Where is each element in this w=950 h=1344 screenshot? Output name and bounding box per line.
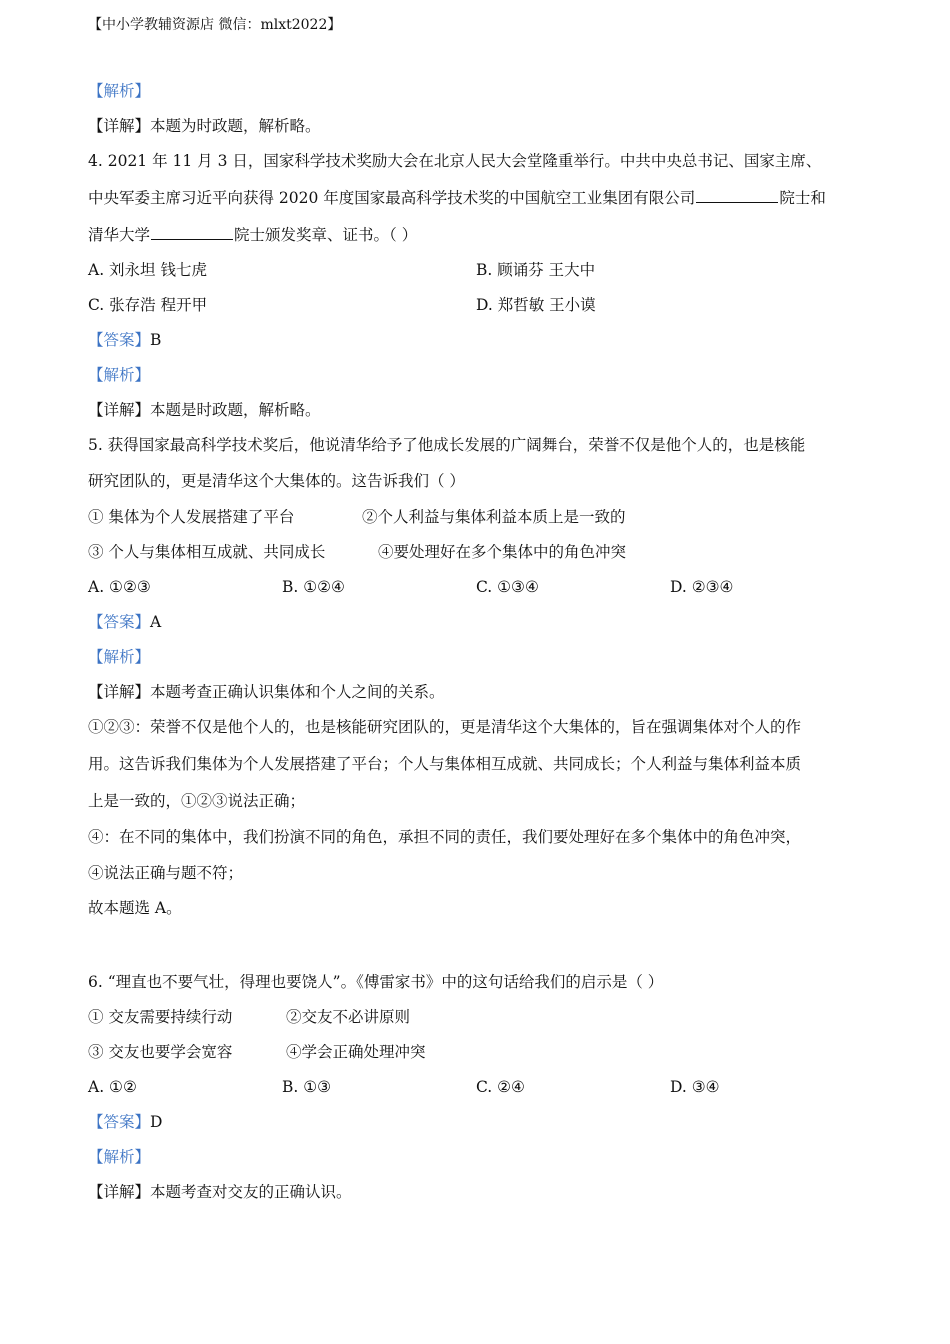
answer-tag: 【答案】 — [88, 331, 151, 349]
detail-tag: 【详解】 — [88, 117, 151, 135]
q4-stem-line3 — [88, 224, 417, 246]
q5-statement-4: ④要处理好在多个集体中的角色冲突 — [378, 543, 627, 561]
q5-detail-text: 本题考查正确认识集体和个人之间的关系。 — [150, 683, 445, 701]
q6-option-c: C. ②④ — [476, 1078, 525, 1096]
analysis-tag: 【解析】 — [88, 648, 151, 666]
q4-detail-text: 本题是时政题，解析略。 — [150, 401, 321, 419]
detail-tag: 【详解】 — [88, 683, 151, 701]
q6-option-b: B. ①③ — [282, 1078, 332, 1096]
q6-option-d: D. ③④ — [670, 1078, 720, 1096]
q4-option-d: D. 郑哲敏 王小谟 — [476, 296, 596, 314]
q6-detail-text: 本题考查对交友的正确认识。 — [150, 1183, 352, 1201]
q5-explanation-line3: 上是一致的，①②③说法正确； — [88, 792, 306, 810]
q5-option-a: A. ①②③ — [88, 578, 151, 596]
q3-detail-text: 本题为时政题，解析略。 — [150, 117, 321, 135]
q4-answer-value: B — [150, 331, 162, 349]
q5-detail — [88, 681, 445, 703]
q4-stem-line1: 4. 2021 年 11 月 3 日，国家科学技术奖励大会在北京人民大会堂隆重举行。中共中央总书记、国家主席、 — [88, 152, 822, 170]
q6-statement-3: ③ 交友也要学会宽容 — [88, 1043, 233, 1061]
q5-answer — [88, 611, 161, 633]
q5-option-b: B. ①②④ — [282, 578, 345, 596]
analysis-tag: 【解析】 — [88, 82, 151, 100]
q4-stem-line2b: 院士和 — [779, 189, 826, 207]
q4-stem-line2a: 中央军委主席习近平向获得 2020 年度国家最高科学技术奖的中国航空工业集团有限公司 — [88, 189, 696, 207]
q4-detail — [88, 399, 321, 421]
q5-statement-2: ②个人利益与集体利益本质上是一致的 — [362, 508, 626, 526]
answer-tag: 【答案】 — [88, 613, 151, 631]
q4-option-a: A. 刘永坦 钱七虎 — [88, 261, 207, 279]
answer-blank — [151, 224, 233, 240]
q5-stem-line1: 5. 获得国家最高科学技术奖后，他说清华给予了他成长发展的广阔舞台，荣誉不仅是他个人的，也是核能 — [88, 436, 806, 454]
q5-statement-3: ③ 个人与集体相互成就、共同成长 — [88, 543, 326, 561]
answer-blank — [696, 187, 778, 203]
q4-stem-line3a: 清华大学 — [88, 226, 151, 244]
q6-statement-2: ②交友不必讲原则 — [286, 1008, 411, 1026]
q4-option-c: C. 张存浩 程开甲 — [88, 296, 208, 314]
q4-stem-line2 — [88, 187, 826, 209]
analysis-tag: 【解析】 — [88, 1148, 151, 1166]
analysis-tag: 【解析】 — [88, 366, 151, 384]
q5-statement-1: ① 集体为个人发展搭建了平台 — [88, 508, 295, 526]
q4-stem-line3b: 院士颁发奖章、证书。（ ） — [234, 226, 418, 244]
q6-detail — [88, 1181, 352, 1203]
q5-stem-line2: 研究团队的，更是清华这个大集体的。这告诉我们（ ） — [88, 472, 465, 490]
q6-answer — [88, 1111, 162, 1133]
q4-answer — [88, 329, 161, 351]
q6-statement-1: ① 交友需要持续行动 — [88, 1008, 233, 1026]
q6-answer-value: D — [150, 1113, 163, 1131]
answer-tag: 【答案】 — [88, 1113, 151, 1131]
q5-conclusion: 故本题选 A。 — [88, 899, 182, 917]
q5-option-c: C. ①③④ — [476, 578, 539, 596]
q5-option-d: D. ②③④ — [670, 578, 734, 596]
q5-explanation-line1: ①②③：荣誉不仅是他个人的，也是核能研究团队的，更是清华这个大集体的，旨在强调集体对个人的作 — [88, 718, 802, 736]
q6-option-a: A. ①② — [88, 1078, 137, 1096]
q3-detail — [88, 115, 321, 137]
detail-tag: 【详解】 — [88, 401, 151, 419]
q4-option-b: B. 顾诵芬 王大中 — [476, 261, 596, 279]
q5-explanation-line4: ④：在不同的集体中，我们扮演不同的角色，承担不同的责任，我们要处理好在多个集体中的角色冲突， — [88, 828, 802, 846]
q5-explanation-line5: ④说法正确与题不符； — [88, 864, 244, 882]
page-header: 【中小学教辅资源店 微信：mlxt2022】 — [88, 17, 342, 33]
q5-explanation-line2: 用。这告诉我们集体为个人发展搭建了平台；个人与集体相互成就、共同成长；个人利益与集体利益本质 — [88, 755, 802, 773]
q6-statement-4: ④学会正确处理冲突 — [286, 1043, 426, 1061]
detail-tag: 【详解】 — [88, 1183, 151, 1201]
q5-answer-value: A — [150, 613, 162, 631]
q6-stem: 6. “理直也不要气壮，得理也要饶人”。《傅雷家书》中的这句话给我们的启示是（ ） — [88, 973, 664, 991]
